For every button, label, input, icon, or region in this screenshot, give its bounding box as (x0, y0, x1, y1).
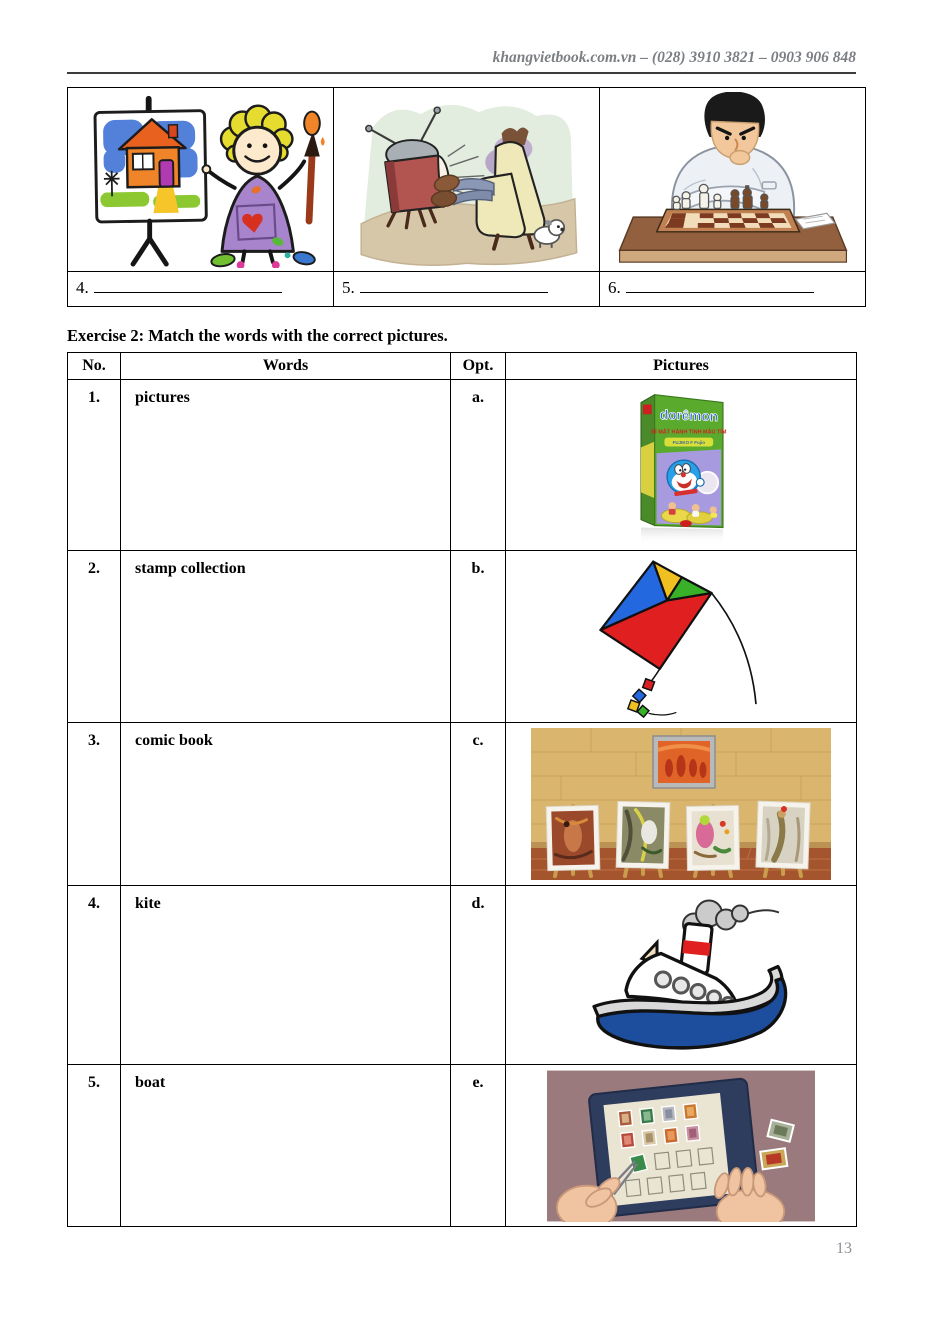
watching-tv-image (347, 91, 587, 269)
svg-text:BÍ MẬT HÀNH TINH MÀU TÍM: BÍ MẬT HÀNH TINH MÀU TÍM (651, 429, 727, 436)
strip-number: 6. (608, 278, 621, 297)
column-header-words: Words (121, 353, 451, 380)
row-option: b. (451, 551, 506, 723)
kite-image (567, 556, 795, 718)
header-rule (67, 72, 856, 74)
table-row (68, 551, 857, 723)
girl-painting-image (75, 92, 327, 268)
row-word: boat (121, 1065, 451, 1227)
strip-label-4 (68, 272, 334, 307)
picture-cell-stamp-album (506, 1065, 857, 1227)
strip-label-6 (600, 272, 866, 307)
picture-cell-girl-painting (68, 88, 334, 272)
answer-blank (360, 278, 548, 293)
row-number: 4. (68, 886, 121, 1065)
column-header-opt: Opt. (451, 353, 506, 380)
header-site-line: khangvietbook.com.vn – (028) 3910 3821 – 0903 906 848 (492, 49, 856, 66)
picture-strip-table (67, 87, 866, 307)
column-header-pictures: Pictures (506, 353, 857, 380)
row-option: d. (451, 886, 506, 1065)
doraemon-comic-book-image (617, 383, 745, 547)
picture-cell-boat (506, 886, 857, 1065)
row-number: 2. (68, 551, 121, 723)
column-header-no: No. (68, 353, 121, 380)
exercise2-title: Exercise 2: Match the words with the correct pictures. (67, 326, 448, 345)
svg-text:FUJIKO F Fujio: FUJIKO F Fujio (672, 440, 706, 446)
exercise2-header-row (68, 353, 857, 380)
picture-cell-paintings (506, 723, 857, 886)
row-word: kite (121, 886, 451, 1065)
picture-strip-image-row (68, 88, 866, 272)
steam-boat-image (566, 890, 796, 1060)
svg-text:dorêmon: dorêmon (659, 407, 719, 425)
stamp-album-image (547, 1070, 815, 1222)
page-number: 13 (836, 1240, 852, 1257)
picture-cell-kite (506, 551, 857, 723)
row-word: comic book (121, 723, 451, 886)
row-number: 3. (68, 723, 121, 886)
table-row (68, 886, 857, 1065)
exercise2-table (67, 352, 857, 1227)
strip-number: 5. (342, 278, 355, 297)
picture-cell-comic-book (506, 380, 857, 551)
table-row (68, 1065, 857, 1227)
row-word: pictures (121, 380, 451, 551)
strip-label-5 (334, 272, 600, 307)
strip-number: 4. (76, 278, 89, 297)
row-number: 1. (68, 380, 121, 551)
row-option: c. (451, 723, 506, 886)
playing-chess-image (614, 92, 852, 268)
row-word: stamp collection (121, 551, 451, 723)
answer-blank (94, 278, 282, 293)
row-number: 5. (68, 1065, 121, 1227)
table-row (68, 723, 857, 886)
row-option: a. (451, 380, 506, 551)
table-row (68, 380, 857, 551)
paintings-exhibition-image (531, 728, 831, 880)
picture-cell-watching-tv (334, 88, 600, 272)
answer-blank (626, 278, 814, 293)
picture-strip-label-row (68, 272, 866, 307)
picture-cell-playing-chess (600, 88, 866, 272)
row-option: e. (451, 1065, 506, 1227)
